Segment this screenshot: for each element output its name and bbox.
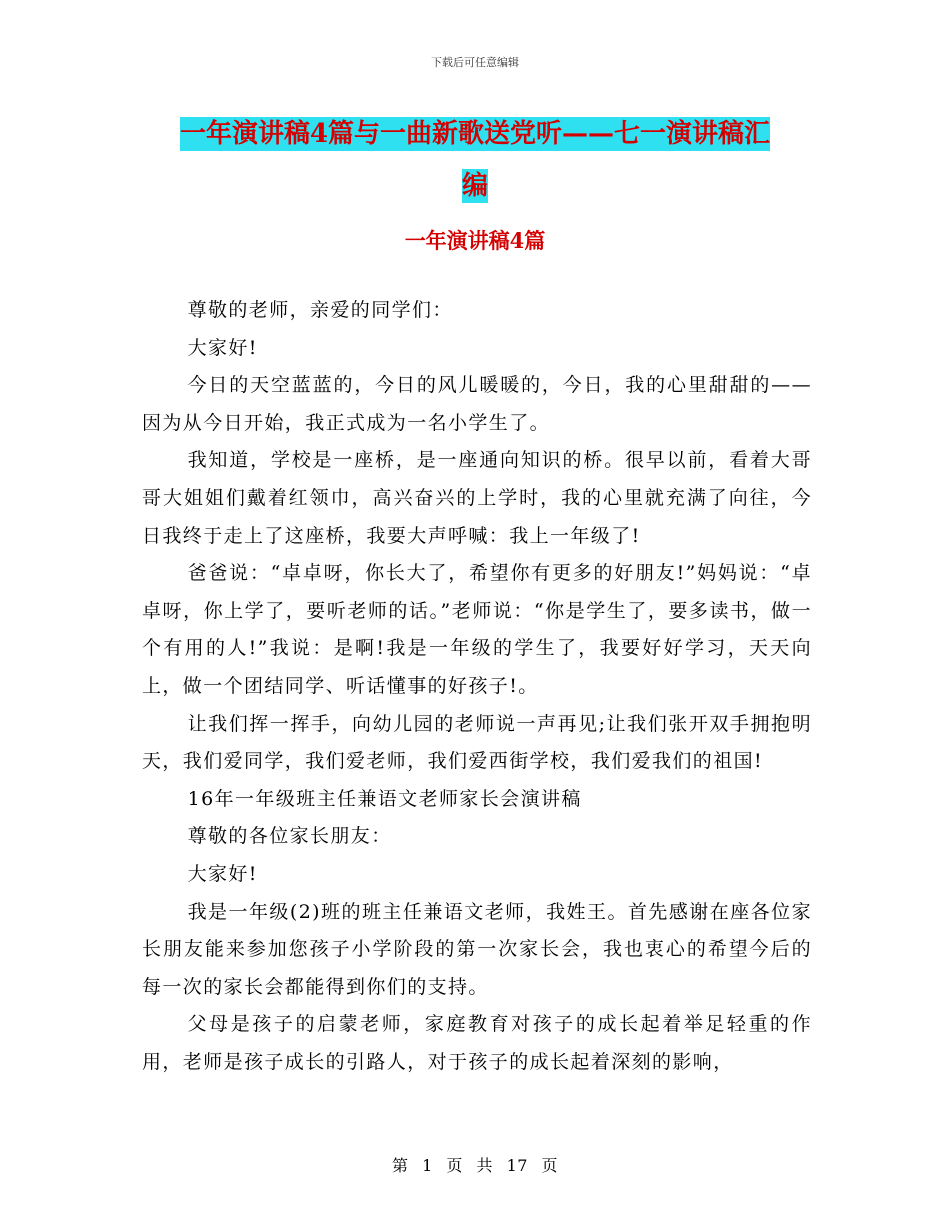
footer-prefix: 第 (391, 1156, 409, 1175)
footer-total-prefix: 共 (476, 1156, 493, 1175)
paragraph: 大家好! (187, 862, 258, 885)
paragraph: 尊敬的各位家长朋友： (187, 825, 392, 848)
paragraph: 今日的天空蓝蓝的，今日的风儿暖暖的，今日，我的心里甜甜的——因为从今日开始，我正式成为一名小学生了。 (142, 374, 812, 434)
document-title-line2: 编 (461, 171, 488, 201)
paragraph: 尊敬的老师，亲爱的同学们： (187, 299, 453, 321)
paragraph: 爸爸说：“卓卓呀，你长大了，希望你有更多的好朋友!”妈妈说：“卓卓呀，你上学了，要听老师的话。”老师说：“你是学生了，要多读书，做一个有用的人!”我说：是啊!我是一年级的学生了，我要好好学习，天天向上，做一个团结同学、听话懂事的好孩子!。 (142, 562, 812, 697)
page-number: 1 (422, 1156, 433, 1175)
section-title: 一年演讲稿4篇 (404, 228, 546, 253)
paragraph: 大家好! (187, 336, 258, 359)
paragraph: 我知道，学校是一座桥，是一座通向知识的桥。很早以前，看着大哥哥大姐姐们戴着红领巾，高兴奋兴的上学时，我的心里就充满了向往，今日我终于走上了这座桥，我要大声呼喊：我上一年级了! (142, 449, 812, 547)
paragraph: 我是一年级(2)班的班主任兼语文老师，我姓王。首先感谢在座各位家长朋友能来参加您孩子小学阶段的第一次家长会，我也衷心的希望今后的每一次的家长会都能得到你们的支持。 (142, 900, 812, 998)
footer-page-word: 页 (446, 1156, 463, 1175)
subheading: 16年一年级班主任兼语文老师家长会演讲稿 (187, 787, 582, 810)
document-title (140, 108, 810, 212)
paragraph: 让我们挥一挥手，向幼儿园的老师说一声再见;让我们张开双手拥抱明天，我们爱同学，我们爱老师，我们爱西街学校，我们爱我们的祖国! (142, 712, 812, 773)
page-footer (0, 1153, 950, 1176)
document-title-line1: 一年演讲稿4篇与一曲新歌送党听——七一演讲稿汇 (179, 119, 771, 149)
header-note: 下载后可任意编辑 (431, 56, 519, 69)
footer-total-word: 页 (541, 1156, 559, 1175)
paragraph: 父母是孩子的启蒙老师，家庭教育对孩子的成长起着举足轻重的作用，老师是孩子成长的引路人，对于孩子的成长起着深刻的影响， (142, 1013, 812, 1073)
total-pages: 17 (506, 1156, 528, 1175)
body-text (142, 292, 812, 1081)
